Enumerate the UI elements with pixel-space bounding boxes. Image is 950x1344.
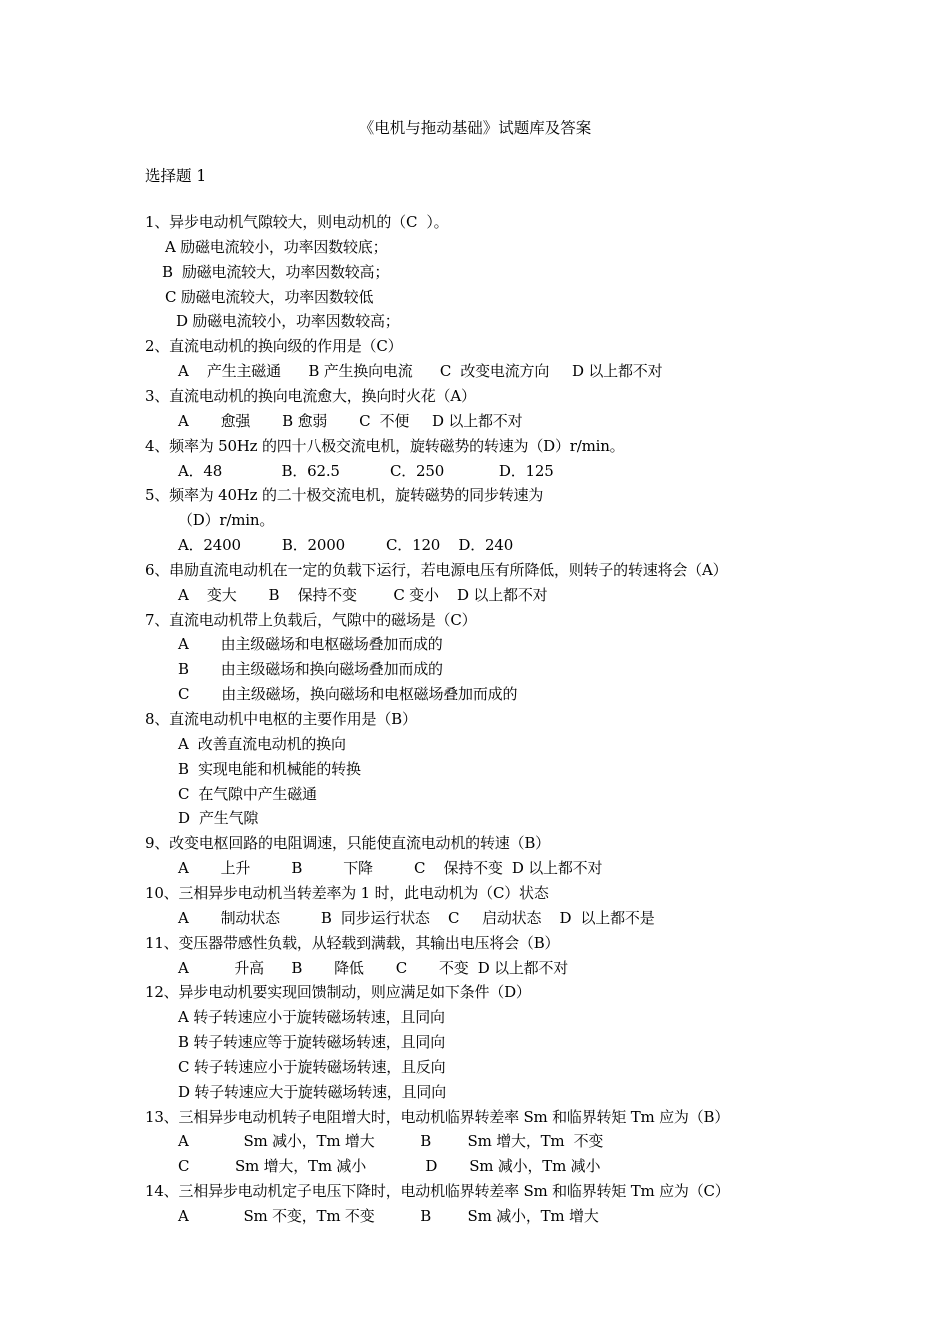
option-line: A 由主级磁场和电枢磁场叠加而成的 [178,635,443,654]
question-line: 4、频率为 50Hz 的四十八极交流电机，旋转磁势的转速为（D）r/min。 [145,436,625,455]
option-line: A 转子转速应小于旋转磁场转速，且同向 [178,1008,445,1027]
option-line: A 愈强 B 愈弱 C 不便 D 以上都不对 [178,411,523,430]
question-line: 13、三相异步电动机转子电阻增大时，电动机临界转差率 Sm 和临界转矩 Tm 应为（B） [145,1107,730,1126]
question-line: 11、变压器带感性负载，从轻载到满载，其输出电压将会（B） [145,933,560,952]
section-heading: 选择题 1 [145,167,207,185]
option-line: C 由主级磁场，换向磁场和电枢磁场叠加而成的 [178,685,518,704]
option-line: A 产生主磁通 B 产生换向电流 C 改变电流方向 D 以上都不对 [178,362,663,381]
option-line: A Sm 减小，Tm 增大 B Sm 增大，Tm 不变 [178,1132,604,1151]
option-line: C Sm 增大，Tm 减小 D Sm 减小，Tm 减小 [178,1157,601,1176]
option-line: A 励磁电流较小，功率因数较底； [165,237,388,256]
question-line: 6、串励直流电动机在一定的负载下运行，若电源电压有所降低，则转子的转速将会（A） [145,560,728,579]
option-line: D 转子转速应大于旋转磁场转速，且同向 [178,1082,446,1101]
question-line: 3、直流电动机的换向电流愈大，换向时火花（A） [145,386,476,405]
option-line: C 在气隙中产生磁通 [178,784,317,803]
question-line: 1、异步电动机气隙较大，则电动机的（C ）。 [145,213,449,231]
question-line: 9、改变电枢回路的电阻调速，只能使直流电动机的转速（B） [145,834,550,853]
option-line: A．48 B．62.5 C．250 D．125 [178,461,554,480]
option-line: C 励磁电流较大，功率因数较低 [165,287,374,306]
question-line: 12、异步电动机要实现回馈制动，则应满足如下条件（D） [145,983,531,1002]
option-line: A 改善直流电动机的换向 [178,734,346,753]
option-line: B 实现电能和机械能的转换 [178,759,361,778]
option-line: A 变大 B 保持不变 C 变小 D 以上都不对 [178,585,548,604]
option-line: A 制动状态 B 同步运行状态 C 启动状态 D 以上都不是 [178,908,655,927]
question-line: 10、三相异步电动机当转差率为 1 时，此电动机为（C）状态 [145,883,549,902]
option-line: B 由主级磁场和换向磁场叠加而成的 [178,660,443,679]
document-title: 《电机与拖动基础》试题库及答案 [358,119,592,137]
question-line-continued: （D）r/min。 [178,511,275,530]
option-line: A 上升 B 下降 C 保持不变 D 以上都不对 [178,859,603,878]
question-line: 8、直流电动机中电枢的主要作用是（B） [145,710,417,728]
question-line: 2、直流电动机的换向级的作用是（C） [145,337,403,356]
option-line: B 励磁电流较大，功率因数较高； [162,262,390,281]
question-line: 14、三相异步电动机定子电压下降时，电动机临界转差率 Sm 和临界转矩 Tm 应为（C） [145,1182,730,1201]
option-line: D 励磁电流较小，功率因数较高； [176,312,400,331]
question-line: 7、直流电动机带上负载后，气隙中的磁场是（C） [145,610,477,629]
option-line: C 转子转速应小于旋转磁场转速，且反向 [178,1057,446,1076]
option-line: A．2400 B．2000 C．120 D．240 [178,536,514,555]
option-line: A Sm 不变，Tm 不变 B Sm 减小，Tm 增大 [178,1207,599,1225]
option-line: A 升高 B 降低 C 不变 D 以上都不对 [178,958,569,977]
option-line: B 转子转速应等于旋转磁场转速，且同向 [178,1033,445,1052]
question-line: 5、频率为 40Hz 的二十极交流电机，旋转磁势的同步转速为 [145,486,544,505]
option-line: D 产生气隙 [178,809,259,828]
